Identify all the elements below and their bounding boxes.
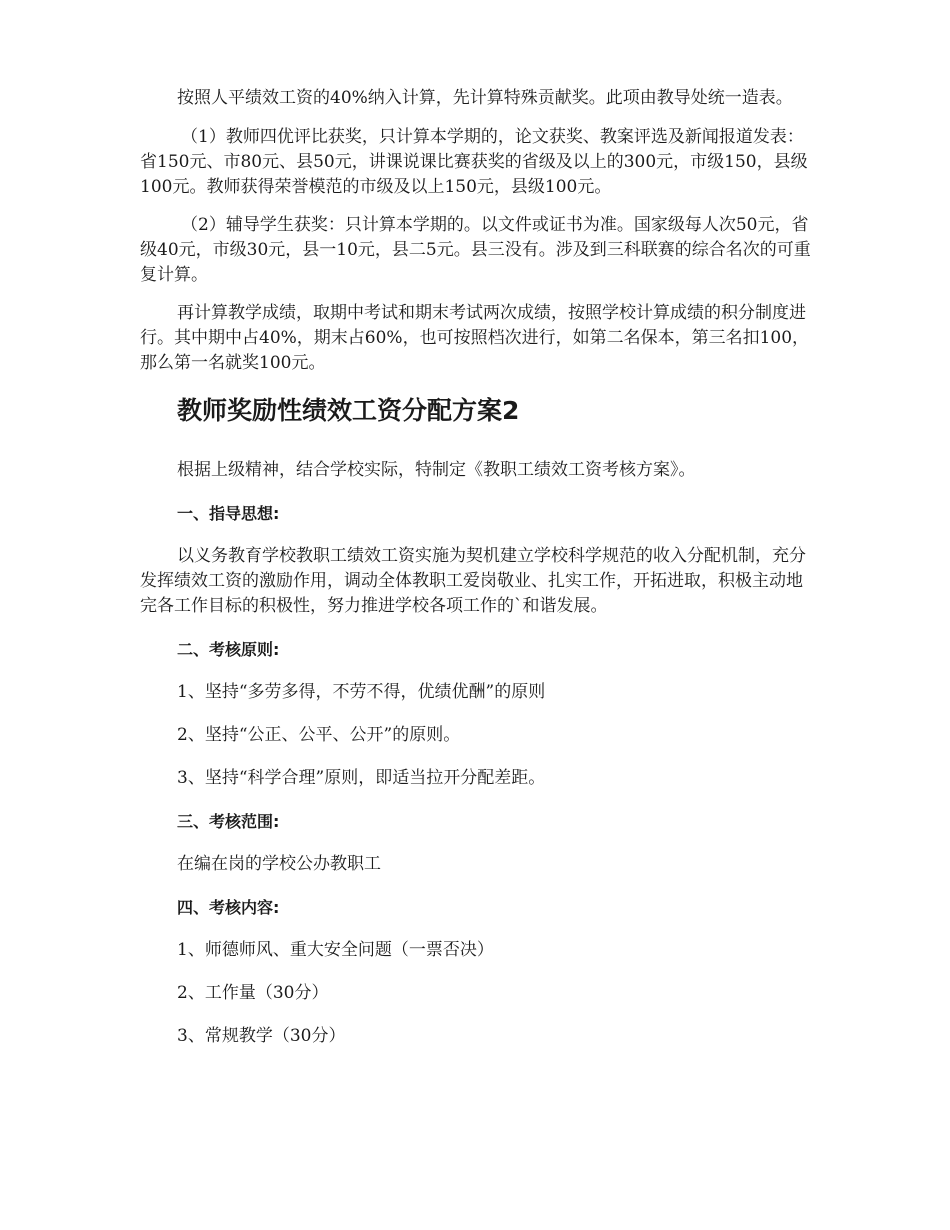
list-item: 1、坚持“多劳多得，不劳不得，优绩优酬”的原则 — [177, 682, 546, 702]
list-item: 1、师德师风、重大安全问题（一票否决） — [177, 940, 494, 960]
scope-text: 在编在岗的学校公办教职工 — [177, 854, 381, 874]
list-item: 2、工作量（30分） — [177, 983, 329, 1003]
section-title-principles: 二、考核原则: — [177, 640, 280, 659]
list-item: 2、坚持“公正、公平、公开”的原则。 — [177, 725, 461, 745]
document-page — [140, 86, 812, 1049]
guiding-thought-text: 以义务教育学校教职工绩效工资实施为契机建立学校科学规范的收入分配机制，充分发挥绩效工资的激励作用，调动全体教职工爱岗敬业、扎实工作，开拓进取，积极主动地完各工作目标的积极性，努力推进学校各项工作的`和谐发展。 — [140, 546, 806, 616]
section-title-scope: 三、考核范围: — [177, 812, 280, 831]
section-title-content: 四、考核内容: — [177, 898, 280, 917]
paragraph-special-contribution: 按照人平绩效工资的40%纳入计算，先计算特殊贡献奖。此项由教导处统一造表。 — [177, 88, 793, 108]
document-title: 教师奖励性绩效工资分配方案2 — [177, 396, 520, 425]
section-title-guiding-thought: 一、指导思想: — [177, 504, 280, 523]
list-item: 3、坚持“科学合理”原则，即适当拉开分配差距。 — [177, 768, 546, 788]
list-item: 3、常规教学（30分） — [177, 1026, 346, 1046]
paragraph-teacher-awards: （1）教师四优评比获奖，只计算本学期的，论文获奖、教案评选及新闻报道发表：省150元、市80元、县50元，讲课说课比赛获奖的省级及以上的300元，市级150，县级100元。教师获得荣誉模范的市级及以上150元，县级100元。 — [140, 127, 808, 197]
intro-paragraph: 根据上级精神，结合学校实际，特制定《教职工绩效工资考核方案》。 — [177, 460, 696, 480]
paragraph-teaching-results: 再计算教学成绩，取期中考试和期末考试两次成绩，按照学校计算成绩的积分制度进行。其中期中占40%，期末占60%，也可按照档次进行，如第二名保本，第三名扣100，那么第一名就奖100元。 — [140, 303, 810, 373]
paragraph-student-awards: （2）辅导学生获奖：只计算本学期的。以文件或证书为准。国家级每人次50元，省级40元，市级30元，县一10元，县二5元。县三没有。涉及到三科联赛的综合名次的可重复计算。 — [140, 215, 811, 285]
